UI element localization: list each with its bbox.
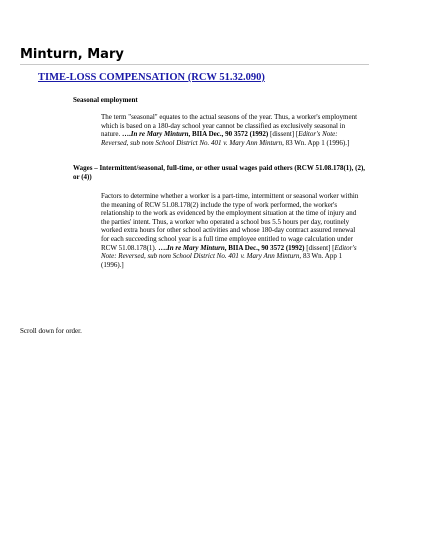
editor-note: Editor's Note: Reversed, sub nom School District No. 401 v. Mary Ann Minturn,	[101, 243, 357, 261]
citation-lead: ….	[158, 243, 167, 252]
topic-heading-seasonal-employment: Seasonal employment	[73, 96, 138, 104]
citation-case-name: In re Mary Minturn	[166, 243, 225, 252]
citation-board-decision: , BIIA Dec., 90 3572 (1992)	[188, 130, 269, 139]
topic-paragraph-wages	[101, 192, 363, 269]
citation-dissent: [dissent] [	[304, 243, 335, 252]
topic-heading-wages: Wages – Intermittent/seasonal, full-time, or other usual wages paid others (RCW 51.08.178(1), (2), or (4))	[73, 164, 366, 181]
title-divider	[20, 64, 369, 65]
editor-note-cite: 83 Wn. App 1 (1996).]	[101, 252, 343, 269]
citation-case-name: In re Mary Minturn	[130, 130, 189, 139]
section-heading-time-loss-link[interactable]: TIME-LOSS COMPENSATION (RCW 51.32.090)	[38, 72, 265, 83]
editor-note-cite: 83 Wn. App 1 (1996).]	[283, 138, 350, 147]
citation-dissent: [dissent] [	[268, 130, 299, 139]
citation-board-decision: , BIIA Dec., 90 3572 (1992)	[224, 243, 305, 252]
topic-body-text: Factors to determine whether a worker is a part-time, intermittent or seasonal worker within the meaning of RCW 51.08.178(2) include the type of work performed, the worker's relationship to the work as evidenced by the employment situation at the time of injury and the parties' intent. Thus, a worker who operated a school bus 5.5 hours per day, routinely worked extra hours for other school activities and whose 180-day contract assured renewal for each succeeding school year is a full time employee entitled to wage calculation under RCW 51.08.178(1).	[101, 192, 359, 252]
case-title: Minturn, Mary	[20, 47, 124, 62]
editor-note: Editor's Note: Reversed, sub nom School District No. 401 v. Mary Ann Minturn,	[101, 130, 338, 147]
topic-paragraph-seasonal-employment	[101, 113, 363, 147]
topic-body-text: The term "seasonal" equates to the actual seasons of the year. Thus, a worker's employment which is based on a 180-day school year cannot be classified as exclusively seasonal in nature.	[101, 113, 358, 139]
scroll-down-note: Scroll down for order.	[20, 327, 82, 335]
citation-lead: ….	[122, 130, 131, 139]
